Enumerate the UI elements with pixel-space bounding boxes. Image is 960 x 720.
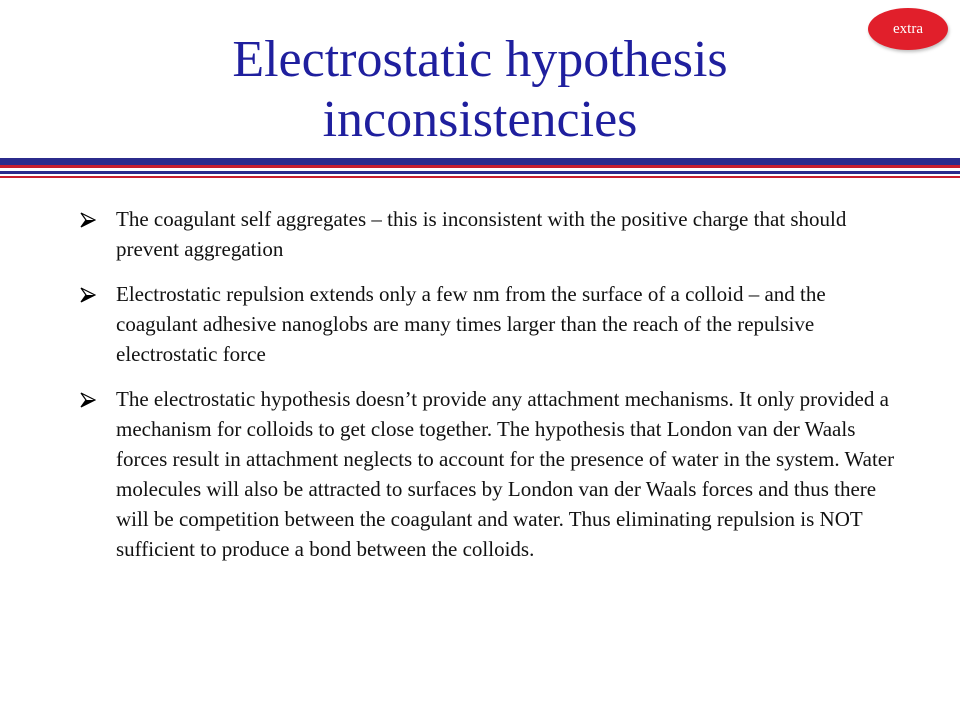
extra-badge-label: extra [893, 20, 923, 37]
arrow-bullet-icon [80, 392, 96, 408]
title-divider-navy-thin [0, 171, 960, 174]
arrow-bullet-icon [80, 212, 96, 228]
bullet-item-1 [78, 204, 898, 264]
bullet-list [78, 204, 898, 579]
arrow-bullet-icon [80, 287, 96, 303]
bullet-text: Electrostatic repulsion extends only a few nm from the surface of a colloid – and the coagulant adhesive nanoglobs are many times larger than the reach of the repulsive electrostatic force [116, 282, 826, 366]
slide-title [120, 30, 840, 150]
bullet-item-3 [78, 384, 898, 564]
title-divider-navy-thick [0, 158, 960, 165]
extra-badge [868, 8, 948, 50]
bullet-text: The electrostatic hypothesis doesn’t provide any attachment mechanisms. It only provided a mechanism for colloids to get close together. The hypothesis that London van der Waals forces result in attachment neglects to account for the presence of water in the system. Water molecules will also be attracted to surfaces by London van der Waals forces and thus there will be competition between the coagulant and water. Thus eliminating repulsion is NOT sufficient to produce a bond between the colloids. [116, 387, 895, 561]
slide-title-line-1: Electrostatic hypothesis [232, 31, 728, 88]
slide-title-line-2: inconsistencies [322, 91, 638, 148]
bullet-text: The coagulant self aggregates – this is inconsistent with the positive charge that should prevent aggregation [116, 207, 847, 261]
bullet-item-2 [78, 279, 898, 369]
title-divider-red-thick [0, 165, 960, 168]
title-divider-red-thin [0, 176, 960, 178]
